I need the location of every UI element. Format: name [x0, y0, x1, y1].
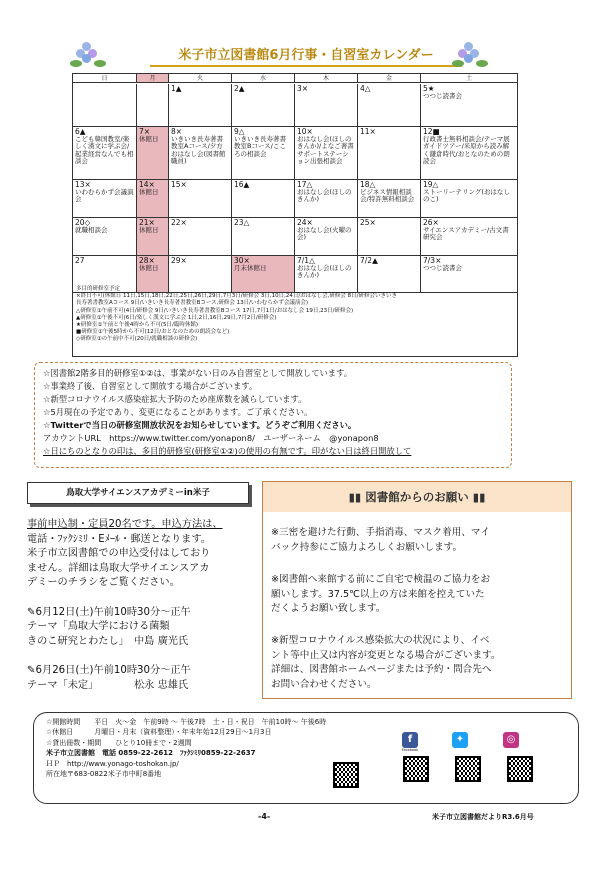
note-line: 多目的研修室予定	[76, 286, 121, 292]
day-event-text: いきいき長寿著書教室Bコース/こころの相談会	[234, 134, 286, 158]
hydrangea-icon	[70, 40, 110, 70]
day-event-text: サイエンスアカデミー/古文書研究会	[423, 225, 509, 241]
notice-line: ☆図書館2階多目的研修室①②は、事業がない日のみ自習室として開放しています。	[43, 368, 353, 378]
notice-line: ☆Twitterで当日の研修室開放状況をお知らせしています。どうぞご利用ください。	[43, 420, 357, 430]
day-number: 4△	[360, 84, 371, 93]
calendar-day-cell	[232, 127, 295, 179]
footer-line: ☆開館時間 平日 火～金 午前9時 ～ 午後7時 土・日・祝日 午前10時～ 午後6時	[46, 718, 327, 726]
day-number: 1▲	[171, 84, 182, 93]
day-number: 29×	[171, 256, 187, 265]
note-line: ■研修室①午後5時から不可(12日/おとなのための朗読会など)	[76, 329, 230, 336]
calendar-day-cell	[137, 84, 169, 126]
calendar-day-cell	[73, 84, 137, 126]
day-number: 25×	[360, 218, 376, 227]
notice-line: ☆新型コロナウイルス感染症拡大予防のため座席数を減らしています。	[43, 394, 307, 404]
calendar-day-cell	[232, 180, 295, 217]
qr-code-icon	[455, 756, 481, 782]
day-event-text: ストーリーテリング(おはなしのこ)	[423, 187, 510, 203]
calendar-week	[73, 180, 517, 218]
calendar-day-cell	[421, 127, 517, 179]
day-event-text: おはなし会(火曜の会)	[297, 225, 352, 241]
footer-line: ☆貸出冊数・期間 ひとり10冊まで・2週間	[46, 738, 192, 747]
weekday-header: 月	[137, 74, 169, 82]
room-usage-notes	[73, 284, 517, 358]
day-number: 19△	[423, 180, 439, 189]
request-heading-text: 図書館からのお願い	[365, 490, 469, 504]
calendar-week	[73, 218, 517, 256]
facebook-caption: Facebook	[401, 748, 419, 752]
day-number: 28×	[139, 256, 155, 265]
footer-line: 所在地〒683-0822米子市中町8番地	[46, 770, 162, 779]
notice-line: ☆日にちのとなりの印は、多目的研修室(研修室①②)の使用の有無です。印がない日は終日開放して	[43, 446, 412, 456]
weekday-header: 日	[73, 74, 137, 82]
day-event-text: 休館日	[139, 187, 159, 196]
request-line: ※図書館へ来館する前にご自宅で検温のご協力をお	[271, 574, 491, 585]
hydrangea-icon	[452, 40, 492, 70]
calendar-day-cell	[169, 218, 232, 255]
qr-code-icon	[403, 756, 429, 782]
day-number: 18△	[360, 180, 376, 189]
calendar-day-cell	[137, 180, 169, 217]
study-room-notice	[34, 362, 512, 468]
calendar-day-cell	[358, 180, 421, 217]
calendar-day-cell	[169, 84, 232, 126]
calendar-day-cell	[73, 127, 137, 179]
academy-line: ません。詳細は鳥取大学サイエンスアカ	[27, 562, 210, 574]
homepage-link[interactable]: ＨＰ http://www.yonago-toshokan.jp/	[46, 759, 179, 768]
day-event-text: 月末休館日	[234, 263, 267, 272]
day-number: 23△	[234, 218, 250, 227]
day-event-text: つつじ読書会	[423, 91, 462, 100]
qr-code-icon	[507, 756, 533, 782]
request-line: ※新型コロナウイルス感染拡大の状況により、イベ	[271, 635, 490, 646]
academy-heading: 鳥取大学サイエンスアカデミーin米子	[27, 482, 249, 504]
book-icon: ▮▮	[348, 490, 366, 504]
request-line: 願いします。37.5℃以上の方は来館を控えていた	[271, 588, 485, 600]
day-event-text: こども韓国教室/楽しく漢文に学ぶ会/起業経営なんでも相談会	[75, 134, 134, 165]
day-number: 22×	[171, 218, 187, 227]
day-number: 7×	[139, 127, 151, 136]
day-number: 11×	[360, 127, 376, 136]
calendar-day-cell	[169, 127, 232, 179]
academy-line: きのこ研究とわたし」 中島 廣光氏	[27, 635, 189, 647]
day-number: 16▲	[234, 180, 250, 189]
day-number: 12■	[423, 127, 440, 136]
library-request-box	[262, 481, 572, 699]
day-number: 14×	[139, 180, 155, 189]
calendar-day-cell	[295, 127, 358, 179]
weekday-header: 土	[465, 75, 472, 82]
calendar-week	[73, 84, 517, 127]
day-event-text: いわむらかず会議演会	[75, 187, 134, 203]
day-event-text: ビジネス情報相談会/特許無料相談会	[360, 187, 415, 203]
day-number: 26×	[423, 218, 439, 227]
twitter-icon[interactable]: ✦	[452, 732, 468, 748]
academy-line: ✎6月26日(土)午前10時30分～正午	[27, 664, 191, 676]
calendar-day-cell	[295, 84, 358, 126]
note-line: ×終日不可(休館日 11日,15日,18日,22日,25日,26日,29日,7月3日/研修会 3日,10日,24日/おはなし会,研修会 8日/研修会いきいき	[76, 293, 398, 300]
day-event-text: 休館日	[139, 263, 159, 272]
day-event-text: 休館日	[139, 134, 159, 143]
academy-line	[27, 591, 257, 606]
day-number: 21×	[139, 218, 155, 227]
day-event-text: つつじ読書会	[423, 263, 462, 272]
academy-line: デミーのチラシをご覧ください。	[27, 577, 180, 589]
academy-line: テーマ「未定」 松永 忠雄氏	[27, 679, 189, 691]
calendar-day-cell	[358, 84, 421, 126]
notice-line: ☆事業終了後、自習室として開放する場合がございます。	[43, 381, 258, 391]
instagram-icon[interactable]: ◎	[503, 732, 519, 748]
academy-line: テーマ「鳥取大学における菌類	[27, 621, 170, 633]
notice-line: ☆5月現在の予定であり、変更になることがあります。ご了承ください。	[43, 407, 313, 417]
calendar-day-cell	[137, 218, 169, 255]
request-paragraph	[271, 634, 567, 692]
request-line: お問い合わせください。	[271, 678, 377, 690]
calendar-day-cell	[232, 84, 295, 126]
day-number: 15×	[171, 180, 187, 189]
academy-line: 米子市立図書館での申込受付はしており	[27, 548, 211, 560]
day-event-text: おはなし会(ほしのきんか)	[297, 263, 352, 279]
day-number: 9△	[234, 127, 245, 136]
request-line: 詳細は、図書館ホームページまたは予約・問合先へ	[271, 664, 492, 676]
calendar-day-cell	[73, 180, 137, 217]
weekday-header: 水	[232, 74, 295, 82]
request-heading	[263, 482, 571, 512]
request-line: バック持参にご協力よろしくお願いします。	[271, 541, 463, 553]
day-number: 30×	[234, 256, 250, 265]
calendar-day-cell	[232, 218, 295, 255]
day-number: 10×	[297, 127, 313, 136]
day-number: 27	[75, 256, 85, 265]
calendar-day-cell	[421, 180, 517, 217]
calendar-day-cell	[295, 218, 358, 255]
note-line: ▲研修室①午後不可(6日/楽しく漢文に学ぶ会 1日,2日,16日,29日,7月2日/研修会)	[76, 314, 277, 321]
academy-line: 事前申込制・定員20名です。申込方法は、	[27, 519, 223, 530]
day-number: 2▲	[234, 84, 245, 93]
note-line: ◇研修室①の午前中不可(20日/就職相談の研修会)	[76, 336, 198, 343]
request-paragraph	[271, 526, 567, 555]
day-number: 7/3×	[423, 256, 442, 265]
request-line: ※三密を避けた行動、手指消毒、マスク着用、マイ	[271, 527, 490, 538]
twitter-account-line[interactable]: アカウントURL https://www.twitter.com/yonapon8/ ユーザーネーム @yonapon8	[43, 433, 379, 443]
day-event-text: おはなし会(ほしのきんか)	[297, 187, 352, 203]
calendar-day-cell	[421, 84, 517, 126]
note-line: ★研修室①午前と午後4時から不可(5日/臨時休館)	[76, 322, 199, 329]
book-icon: ▮▮	[468, 490, 486, 504]
day-number: 13×	[75, 180, 91, 189]
page-number: -4-	[258, 812, 271, 821]
calendar-header	[73, 74, 517, 83]
qr-code-icon	[333, 762, 359, 788]
day-number: 8×	[171, 127, 183, 136]
day-event-text: おはなし会(ほしのきんか)/よなご著書サポートステーション出張相談会	[297, 134, 354, 165]
day-number: 7/1△	[297, 256, 315, 265]
note-line: △研修室①午前不可(4日/研修会 9日/いきいき長寿著書教室Bコース 17日,7月1日/おはなし会 19日,23日/研修会)	[76, 307, 354, 314]
day-number: 17△	[297, 180, 313, 189]
day-number: 3×	[297, 84, 309, 93]
facebook-icon[interactable]: f	[402, 732, 418, 748]
calendar-day-cell	[73, 218, 137, 255]
calendar-day-cell	[421, 218, 517, 255]
request-line: ント等中止又は内容が変更となる場合がございます。	[271, 649, 501, 661]
day-number: 5★	[423, 84, 435, 93]
academy-line: ✎6月12日(土)午前10時30分～正午	[27, 606, 191, 618]
academy-body	[27, 518, 257, 693]
calendar-day-cell	[295, 180, 358, 217]
weekday-header: 金	[358, 74, 421, 82]
day-number: 20◇	[75, 218, 91, 227]
calendar-day-cell	[358, 218, 421, 255]
day-event-text: いきいき長寿著書教室Aコース/夕方おはなし会(図書館職員)	[171, 134, 226, 165]
calendar-week	[73, 127, 517, 180]
note-line: 長寿著書教室Aコース 9日/いきいき長寿著書教室Bコース,研修会 13日/いわむらかず会議演会)	[76, 300, 309, 307]
day-event-text: 就職相談会	[75, 225, 108, 234]
footer-line: ☆休館日 月曜日・月末（資料整理）・年末年始12月29日～1月3日	[46, 728, 272, 737]
day-event-text: 行政書士無料相談会/テーマ展ガイドツアー/米原から読み解く鎌倉時代/おとなのための朗読会	[423, 134, 510, 165]
publication-name: 米子市立図書館だよりR3.6月号	[432, 813, 534, 821]
footer-line: 米子市立図書館 電話 0859-22-2612 ﾌｧｸｼﾐﾘ0859-22-2637	[46, 749, 256, 758]
academy-line: 電話・ﾌｧｸｼﾐﾘ・Eﾒｰﾙ・郵送となります。	[27, 533, 211, 545]
day-number: 6▲	[75, 127, 86, 136]
page-title: 米子市立図書館6月行事・自習室カレンダー	[150, 44, 462, 67]
request-line: だくようお願い致します。	[271, 603, 386, 615]
calendar-day-cell	[358, 127, 421, 179]
request-paragraph	[271, 573, 567, 617]
calendar-day-cell	[169, 180, 232, 217]
day-event-text: 休館日	[139, 225, 159, 234]
library-info-footer	[33, 712, 579, 804]
day-number: 7/2▲	[360, 256, 378, 265]
academy-line	[27, 649, 257, 664]
calendar-day-cell	[137, 127, 169, 179]
weekday-header: 火	[169, 74, 232, 82]
day-number: 24×	[297, 218, 313, 227]
weekday-header: 木	[295, 74, 358, 82]
event-calendar	[72, 73, 518, 357]
